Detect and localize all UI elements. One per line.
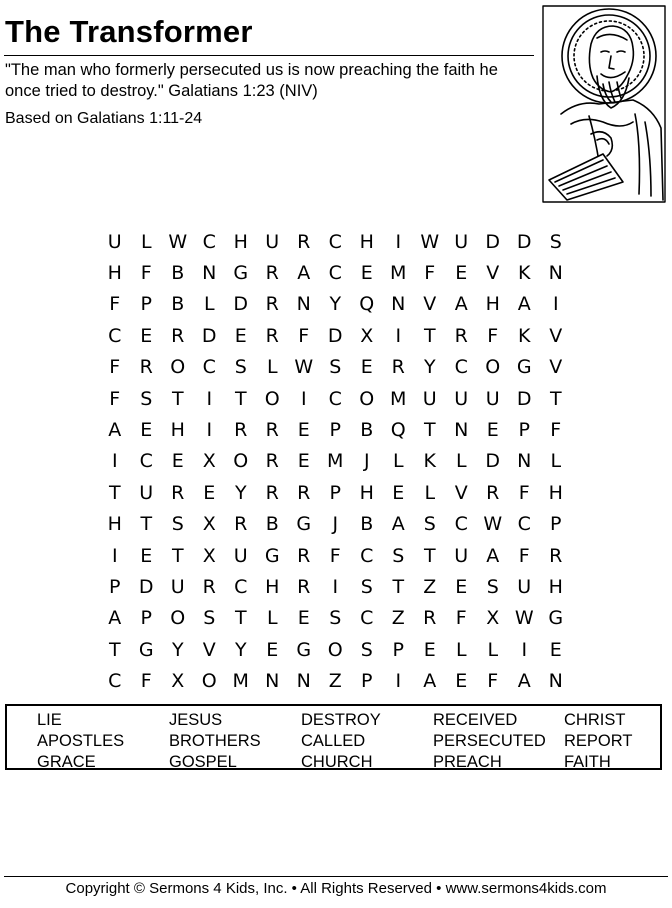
- grid-letter: A: [454, 293, 468, 316]
- grid-letter: Y: [234, 481, 247, 504]
- grid-letter: O: [327, 638, 343, 661]
- grid-letter: N: [391, 293, 406, 316]
- grid-letter: C: [108, 324, 122, 347]
- grid-letter: N: [265, 670, 280, 693]
- apostle-paul-illustration: [541, 4, 667, 204]
- grid-letter: A: [517, 670, 531, 693]
- grid-letter: H: [548, 481, 563, 504]
- grid-letter: F: [298, 324, 310, 347]
- grid-letter: D: [233, 293, 249, 316]
- grid-letter: O: [170, 356, 186, 379]
- grid-letter: R: [423, 607, 437, 630]
- grid-letter: N: [517, 450, 532, 473]
- grid-letter: D: [516, 230, 532, 253]
- grid-letter: L: [455, 450, 467, 473]
- word-item: REPORT: [564, 732, 633, 750]
- grid-letter: R: [297, 575, 311, 598]
- grid-letter: T: [549, 387, 562, 410]
- word-item: PERSECUTED: [433, 732, 546, 750]
- grid-letter: N: [548, 670, 563, 693]
- grid-row: [99, 665, 572, 696]
- grid-letter: E: [392, 481, 405, 504]
- grid-letter: A: [517, 293, 531, 316]
- word-item: CALLED: [301, 732, 366, 750]
- grid-letter: E: [360, 262, 373, 285]
- grid-letter: B: [171, 262, 185, 285]
- grid-letter: U: [265, 230, 280, 253]
- grid-letter: T: [392, 575, 405, 598]
- grid-letter: H: [548, 575, 563, 598]
- grid-letter: C: [234, 575, 248, 598]
- word-item: GOSPEL: [169, 753, 237, 771]
- word-list-column: [564, 710, 632, 773]
- grid-row: [99, 509, 572, 540]
- grid-row: [99, 226, 572, 257]
- grid-letter: R: [486, 481, 500, 504]
- grid-letter: Y: [171, 638, 184, 661]
- grid-letter: T: [234, 387, 247, 410]
- grid-letter: B: [171, 293, 185, 316]
- grid-row: [99, 383, 572, 414]
- grid-letter: B: [360, 419, 374, 442]
- grid-letter: H: [233, 230, 248, 253]
- grid-letter: U: [454, 544, 469, 567]
- grid-letter: G: [264, 544, 280, 567]
- grid-letter: R: [171, 481, 185, 504]
- word-list-column: [37, 710, 124, 773]
- grid-letter: D: [516, 387, 532, 410]
- grid-letter: G: [138, 638, 154, 661]
- grid-letter: R: [549, 544, 563, 567]
- grid-letter: S: [140, 387, 153, 410]
- grid-letter: I: [395, 324, 402, 347]
- grid-letter: A: [423, 670, 437, 693]
- word-list-column: [169, 710, 261, 773]
- grid-letter: N: [202, 262, 217, 285]
- grid-row: [99, 477, 572, 508]
- grid-letter: P: [550, 513, 562, 536]
- grid-letter: L: [266, 356, 278, 379]
- word-item: FAITH: [564, 753, 611, 771]
- grid-letter: E: [455, 262, 468, 285]
- grid-letter: T: [423, 419, 436, 442]
- grid-letter: U: [517, 575, 532, 598]
- grid-letter: R: [265, 324, 279, 347]
- grid-letter: F: [329, 544, 341, 567]
- page-title: The Transformer: [5, 14, 253, 49]
- grid-letter: E: [297, 419, 310, 442]
- grid-letter: S: [486, 575, 499, 598]
- grid-letter: F: [518, 481, 530, 504]
- grid-letter: C: [454, 513, 468, 536]
- grid-letter: L: [550, 450, 562, 473]
- grid-letter: Z: [391, 607, 405, 630]
- grid-letter: S: [171, 513, 184, 536]
- word-item: PREACH: [433, 753, 502, 771]
- grid-letter: P: [140, 293, 152, 316]
- grid-letter: X: [360, 324, 374, 347]
- grid-letter: R: [265, 450, 279, 473]
- grid-letter: V: [549, 356, 563, 379]
- grid-letter: I: [552, 293, 559, 316]
- grid-letter: H: [359, 481, 374, 504]
- grid-letter: C: [454, 356, 468, 379]
- grid-letter: X: [486, 607, 500, 630]
- grid-letter: D: [485, 450, 501, 473]
- grid-letter: R: [391, 356, 405, 379]
- grid-letter: E: [234, 324, 247, 347]
- grid-letter: E: [455, 575, 468, 598]
- grid-letter: T: [108, 638, 121, 661]
- grid-letter: U: [454, 387, 469, 410]
- grid-row: [99, 603, 572, 634]
- grid-letter: S: [360, 638, 373, 661]
- grid-letter: D: [485, 230, 501, 253]
- grid-letter: N: [296, 293, 311, 316]
- grid-row: [99, 289, 572, 320]
- title-divider: [4, 55, 534, 56]
- grid-letter: R: [297, 544, 311, 567]
- grid-letter: M: [232, 670, 249, 693]
- word-list-box: [5, 704, 662, 770]
- grid-letter: B: [360, 513, 374, 536]
- grid-letter: A: [297, 262, 311, 285]
- grid-letter: G: [233, 262, 249, 285]
- grid-letter: P: [329, 419, 341, 442]
- grid-letter: R: [202, 575, 216, 598]
- grid-letter: Z: [423, 575, 437, 598]
- grid-letter: U: [422, 387, 437, 410]
- grid-letter: L: [487, 638, 499, 661]
- grid-letter: E: [297, 607, 310, 630]
- grid-letter: H: [107, 262, 122, 285]
- grid-letter: L: [266, 607, 278, 630]
- grid-letter: D: [138, 575, 154, 598]
- word-item: CHRIST: [564, 711, 626, 729]
- word-item: GRACE: [37, 753, 96, 771]
- grid-letter: E: [140, 324, 153, 347]
- grid-letter: I: [395, 230, 402, 253]
- grid-letter: C: [360, 607, 374, 630]
- grid-letter: M: [390, 262, 407, 285]
- grid-letter: T: [171, 387, 184, 410]
- grid-letter: E: [140, 419, 153, 442]
- grid-letter: C: [108, 670, 122, 693]
- grid-letter: V: [423, 293, 437, 316]
- word-list-column: [433, 710, 546, 773]
- grid-letter: V: [454, 481, 468, 504]
- footer-divider: [4, 876, 668, 877]
- grid-letter: O: [359, 387, 375, 410]
- grid-letter: N: [548, 262, 563, 285]
- grid-letter: I: [300, 387, 307, 410]
- grid-letter: I: [111, 544, 118, 567]
- grid-letter: U: [233, 544, 248, 567]
- grid-letter: C: [328, 262, 342, 285]
- grid-letter: G: [548, 607, 564, 630]
- grid-letter: E: [297, 450, 310, 473]
- grid-letter: W: [168, 230, 188, 253]
- grid-letter: N: [454, 419, 469, 442]
- grid-letter: A: [391, 513, 405, 536]
- grid-letter: I: [395, 670, 402, 693]
- grid-letter: S: [549, 230, 562, 253]
- grid-letter: F: [487, 324, 499, 347]
- grid-letter: B: [265, 513, 279, 536]
- grid-letter: O: [201, 670, 217, 693]
- word-item: JESUS: [169, 711, 223, 729]
- grid-letter: R: [265, 262, 279, 285]
- grid-letter: S: [329, 356, 342, 379]
- grid-letter: U: [485, 387, 500, 410]
- grid-letter: O: [170, 607, 186, 630]
- grid-letter: F: [109, 356, 121, 379]
- grid-letter: U: [170, 575, 185, 598]
- grid-letter: R: [139, 356, 153, 379]
- grid-letter: K: [518, 262, 531, 285]
- grid-letter: V: [549, 324, 563, 347]
- grid-letter: R: [265, 481, 279, 504]
- grid-letter: D: [201, 324, 217, 347]
- grid-letter: T: [140, 513, 153, 536]
- grid-letter: F: [140, 262, 152, 285]
- grid-letter: X: [202, 544, 216, 567]
- grid-letter: E: [455, 670, 468, 693]
- grid-letter: I: [206, 419, 213, 442]
- grid-letter: K: [423, 450, 436, 473]
- grid-letter: G: [516, 356, 532, 379]
- grid-letter: M: [390, 387, 407, 410]
- grid-letter: J: [332, 513, 339, 536]
- grid-letter: S: [329, 607, 342, 630]
- word-item: CHURCH: [301, 753, 373, 771]
- grid-letter: I: [332, 575, 339, 598]
- grid-letter: E: [171, 450, 184, 473]
- grid-letter: U: [139, 481, 154, 504]
- grid-letter: I: [111, 450, 118, 473]
- grid-letter: Q: [359, 293, 375, 316]
- grid-letter: G: [296, 513, 312, 536]
- grid-letter: O: [485, 356, 501, 379]
- grid-row: [99, 446, 572, 477]
- word-list-column: [301, 710, 381, 773]
- grid-letter: S: [392, 544, 405, 567]
- grid-letter: X: [202, 450, 216, 473]
- grid-letter: Z: [328, 670, 342, 693]
- based-on-text: Based on Galatians 1:11-24: [5, 110, 203, 127]
- grid-row: [99, 352, 572, 383]
- grid-letter: O: [233, 450, 249, 473]
- grid-letter: T: [171, 544, 184, 567]
- grid-letter: X: [171, 670, 185, 693]
- grid-letter: R: [454, 324, 468, 347]
- grid-letter: L: [455, 638, 467, 661]
- grid-letter: E: [423, 638, 436, 661]
- grid-letter: J: [363, 450, 370, 473]
- grid-letter: W: [514, 607, 534, 630]
- grid-letter: W: [483, 513, 503, 536]
- word-item: LIE: [37, 711, 62, 729]
- grid-row: [99, 320, 572, 351]
- grid-letter: P: [140, 607, 152, 630]
- grid-letter: H: [170, 419, 185, 442]
- grid-letter: H: [265, 575, 280, 598]
- grid-letter: A: [486, 544, 500, 567]
- grid-letter: C: [517, 513, 531, 536]
- grid-letter: R: [234, 419, 248, 442]
- grid-letter: I: [521, 638, 528, 661]
- grid-letter: P: [329, 481, 341, 504]
- word-item: APOSTLES: [37, 732, 125, 750]
- grid-letter: U: [107, 230, 122, 253]
- grid-letter: T: [108, 481, 121, 504]
- grid-letter: S: [360, 575, 373, 598]
- grid-letter: Y: [329, 293, 342, 316]
- copyright-footer: Copyright © Sermons 4 Kids, Inc. • All Rights Reserved • www.sermons4kids.com: [65, 880, 607, 897]
- grid-letter: E: [549, 638, 562, 661]
- grid-letter: F: [109, 387, 121, 410]
- grid-letter: C: [328, 230, 342, 253]
- grid-letter: F: [550, 419, 562, 442]
- grid-letter: S: [203, 607, 216, 630]
- grid-letter: A: [108, 419, 122, 442]
- grid-letter: S: [234, 356, 247, 379]
- grid-letter: E: [486, 419, 499, 442]
- grid-letter: K: [518, 324, 531, 347]
- grid-letter: F: [518, 544, 530, 567]
- grid-letter: E: [266, 638, 279, 661]
- grid-letter: S: [423, 513, 436, 536]
- grid-letter: W: [294, 356, 314, 379]
- grid-letter: O: [264, 387, 280, 410]
- grid-letter: X: [202, 513, 216, 536]
- grid-letter: V: [486, 262, 500, 285]
- grid-letter: T: [234, 607, 247, 630]
- word-item: DESTROY: [301, 711, 381, 729]
- grid-row: [99, 414, 572, 445]
- grid-letter: R: [265, 419, 279, 442]
- grid-letter: C: [139, 450, 153, 473]
- grid-letter: L: [392, 450, 404, 473]
- grid-letter: Q: [390, 419, 406, 442]
- grid-letter: F: [487, 670, 499, 693]
- grid-letter: L: [203, 293, 215, 316]
- grid-letter: C: [360, 544, 374, 567]
- grid-letter: T: [423, 324, 436, 347]
- grid-letter: P: [361, 670, 373, 693]
- grid-letter: H: [359, 230, 374, 253]
- grid-letter: D: [327, 324, 343, 347]
- grid-letter: A: [108, 607, 122, 630]
- word-item: RECEIVED: [433, 711, 518, 729]
- grid-letter: Y: [423, 356, 436, 379]
- grid-letter: F: [424, 262, 436, 285]
- grid-letter: V: [202, 638, 216, 661]
- grid-letter: P: [109, 575, 121, 598]
- grid-letter: Y: [234, 638, 247, 661]
- grid-letter: R: [265, 293, 279, 316]
- grid-letter: N: [296, 670, 311, 693]
- word-search-grid: [99, 226, 572, 697]
- scripture-verse: "The man who formerly persecuted us is now preaching the faith he once tried to destroy." Galatians 1:23 (NIV): [5, 61, 498, 100]
- grid-letter: C: [328, 387, 342, 410]
- grid-row: [99, 634, 572, 665]
- grid-letter: M: [327, 450, 344, 473]
- grid-row: [99, 540, 572, 571]
- grid-letter: F: [109, 293, 121, 316]
- grid-letter: P: [518, 419, 530, 442]
- grid-letter: T: [423, 544, 436, 567]
- grid-letter: E: [203, 481, 216, 504]
- grid-letter: R: [171, 324, 185, 347]
- grid-letter: F: [140, 670, 152, 693]
- grid-letter: H: [485, 293, 500, 316]
- grid-letter: U: [454, 230, 469, 253]
- grid-letter: L: [140, 230, 152, 253]
- grid-letter: G: [296, 638, 312, 661]
- grid-letter: F: [455, 607, 467, 630]
- grid-letter: E: [140, 544, 153, 567]
- grid-letter: E: [360, 356, 373, 379]
- grid-letter: I: [206, 387, 213, 410]
- grid-letter: R: [297, 230, 311, 253]
- grid-letter: R: [297, 481, 311, 504]
- grid-letter: C: [202, 356, 216, 379]
- grid-letter: C: [202, 230, 216, 253]
- word-item: BROTHERS: [169, 732, 261, 750]
- grid-row: [99, 257, 572, 288]
- grid-letter: L: [424, 481, 436, 504]
- grid-letter: H: [107, 513, 122, 536]
- grid-letter: P: [392, 638, 404, 661]
- grid-letter: W: [420, 230, 440, 253]
- grid-row: [99, 571, 572, 602]
- grid-letter: R: [234, 513, 248, 536]
